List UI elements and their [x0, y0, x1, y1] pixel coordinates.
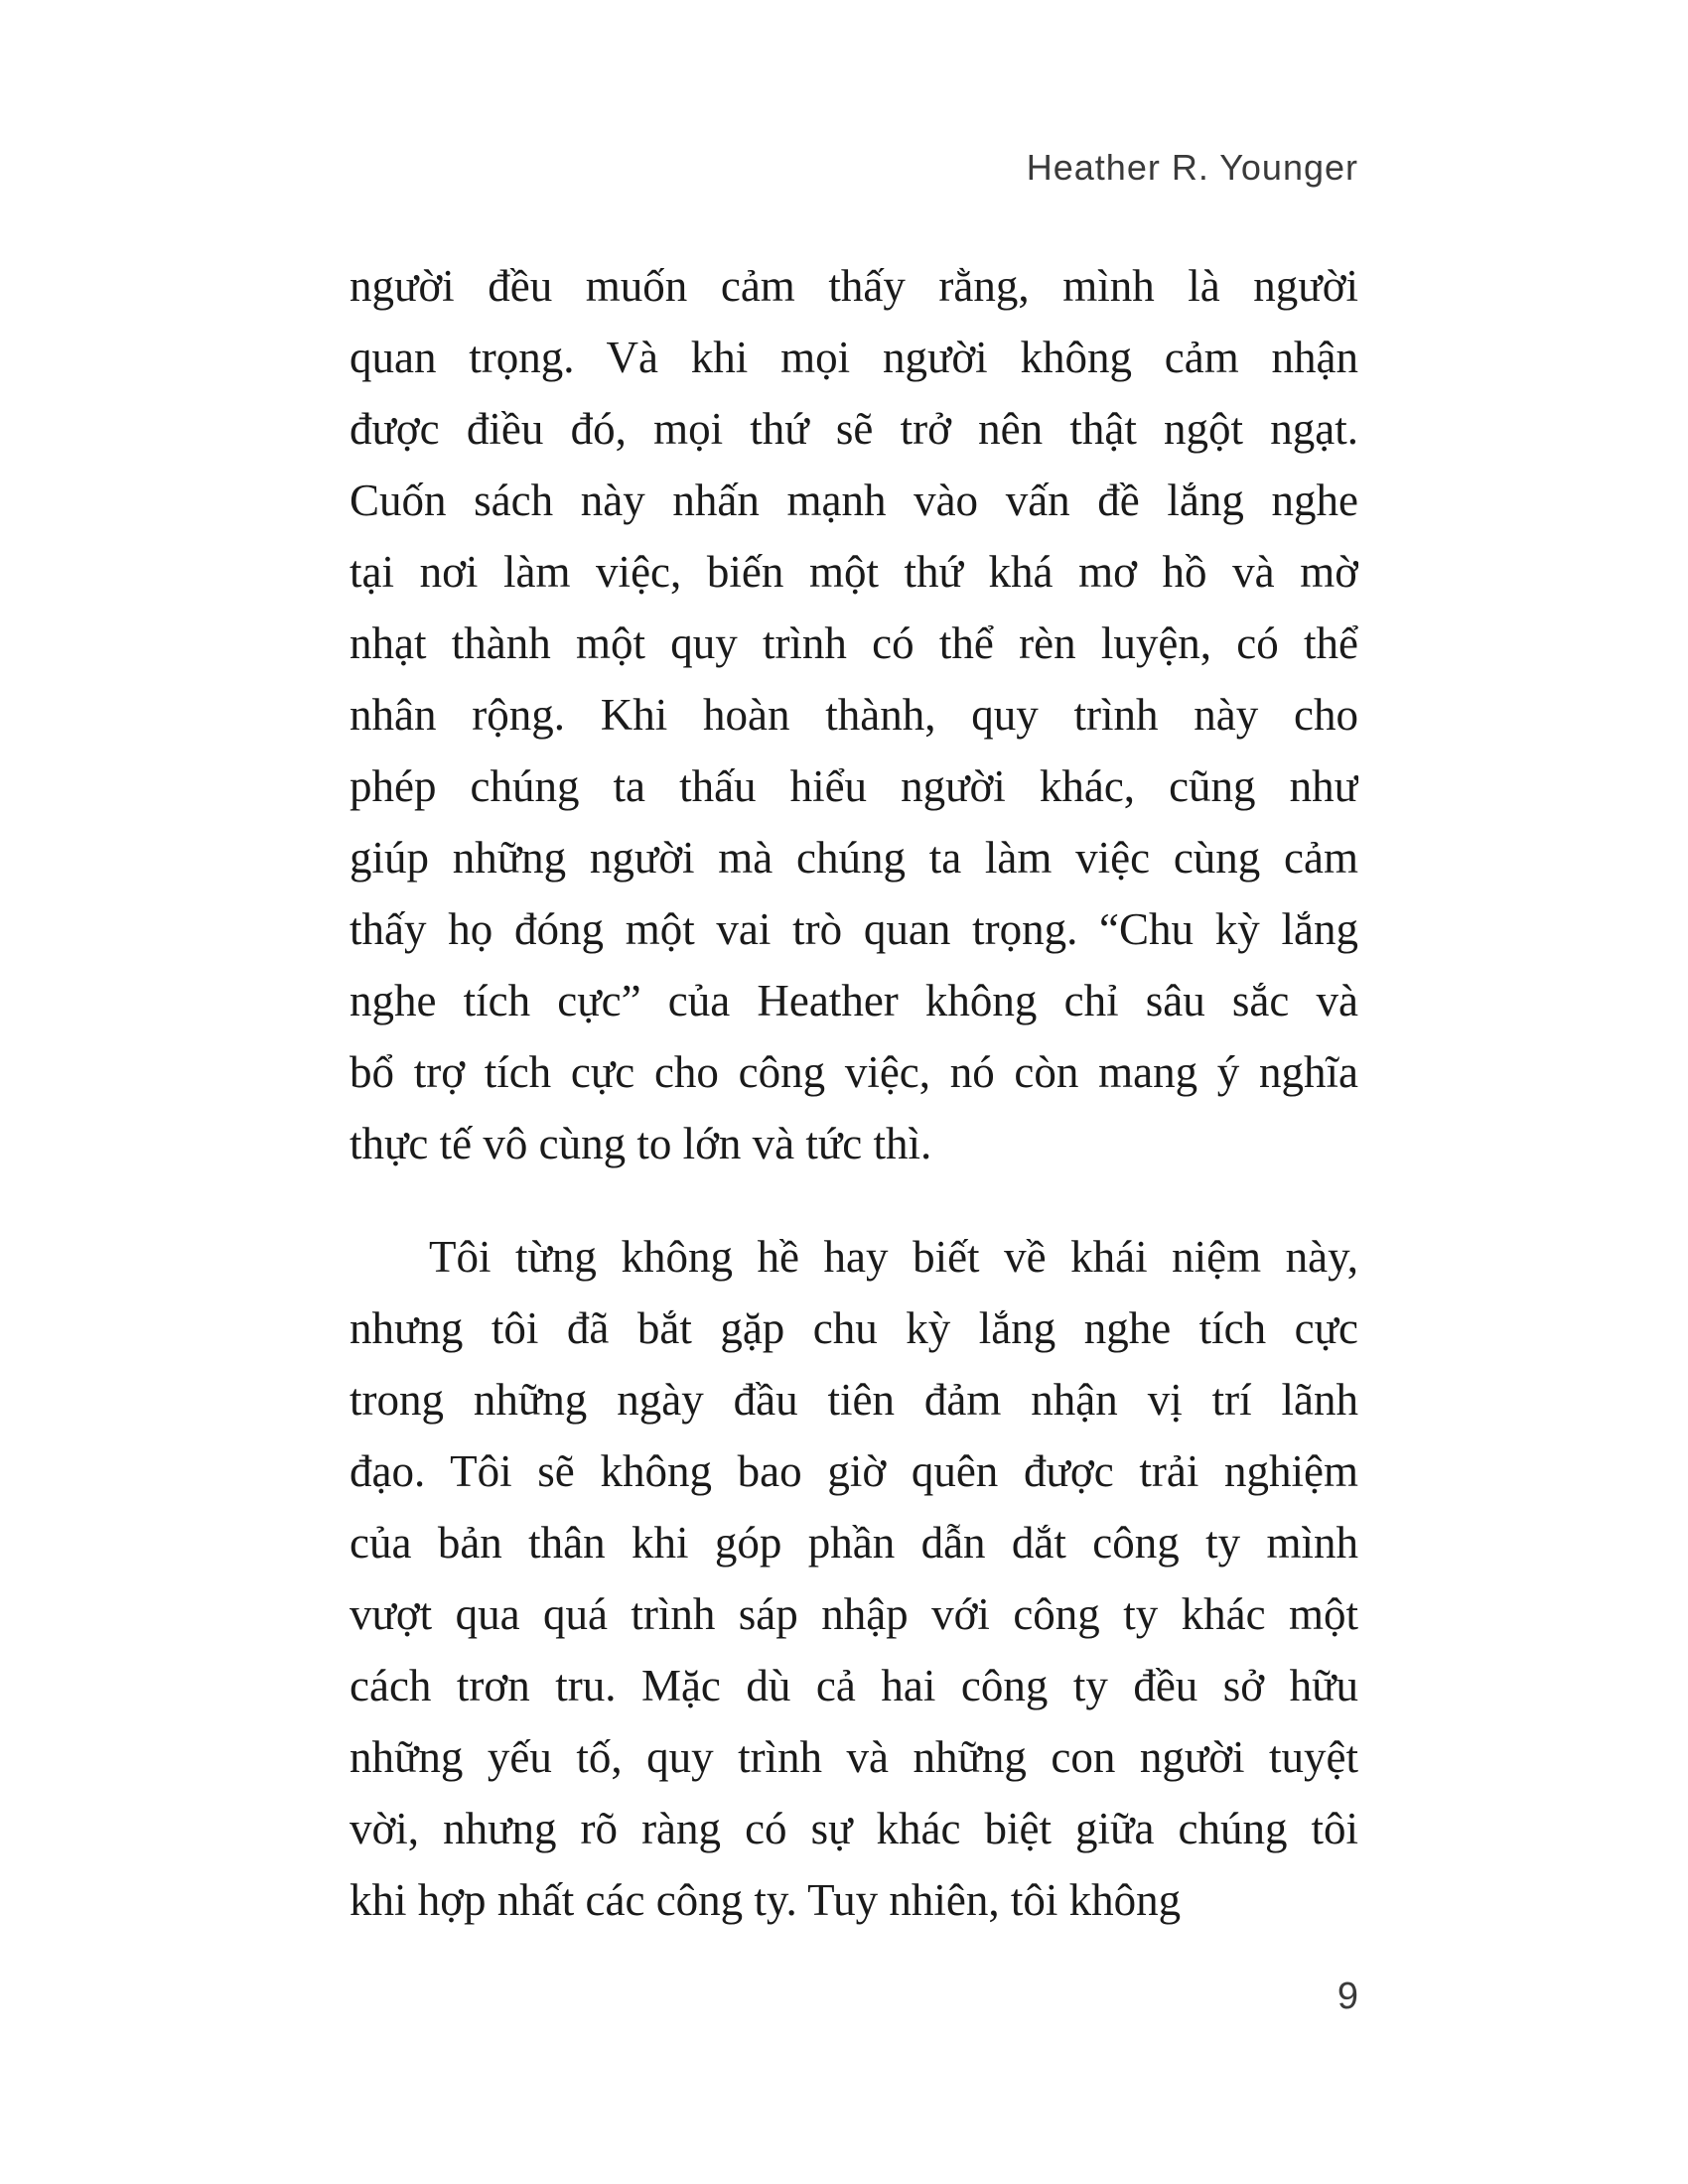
text-line: thấy họ đóng một vai trò quan trọng. “Chu kỳ lắng [350, 904, 1358, 954]
text-line: giúp những người mà chúng ta làm việc cùng cảm [350, 833, 1358, 883]
text-line: phép chúng ta thấu hiểu người khác, cũng như [350, 761, 1358, 811]
text-line: vời, nhưng rõ ràng có sự khác biệt giữa chúng tôi [350, 1804, 1358, 1853]
text-line: đạo. Tôi sẽ không bao giờ quên được trải nghiệm [350, 1446, 1358, 1496]
text-line: được điều đó, mọi thứ sẽ trở nên thật ngột ngạt. [350, 404, 1358, 454]
text-line: khi hợp nhất các công ty. Tuy nhiên, tôi không [350, 1875, 1182, 1925]
body-text-block [350, 250, 1358, 1936]
text-line: Cuốn sách này nhấn mạnh vào vấn đề lắng nghe [350, 476, 1358, 525]
text-line: cách trơn tru. Mặc dù cả hai công ty đều sở hữu [350, 1661, 1358, 1710]
text-line: tại nơi làm việc, biến một thứ khá mơ hồ và mờ [350, 547, 1358, 597]
text-line: những yếu tố, quy trình và những con người tuyệt [350, 1732, 1358, 1782]
paragraph [350, 1221, 1358, 1936]
text-line: nghe tích cực” của Heather không chỉ sâu sắc và [350, 976, 1358, 1025]
text-line: trong những ngày đầu tiên đảm nhận vị trí lãnh [350, 1375, 1358, 1425]
text-line: bổ trợ tích cực cho công việc, nó còn mang ý nghĩa [350, 1047, 1358, 1097]
text-line: người đều muốn cảm thấy rằng, mình là người [350, 261, 1358, 311]
text-line: thực tế vô cùng to lớn và tức thì. [350, 1119, 932, 1168]
running-header-author: Heather R. Younger [1026, 147, 1358, 188]
text-line: Tôi từng không hề hay biết về khái niệm này, [429, 1232, 1358, 1282]
text-line: nhạt thành một quy trình có thể rèn luyện, có thể [350, 618, 1358, 668]
text-line: của bản thân khi góp phần dẫn dắt công ty mình [350, 1518, 1358, 1568]
text-line: nhân rộng. Khi hoàn thành, quy trình này cho [350, 690, 1358, 740]
paragraph [350, 250, 1358, 1179]
page-number: 9 [1336, 1976, 1358, 2017]
text-line: nhưng tôi đã bắt gặp chu kỳ lắng nghe tích cực [350, 1303, 1358, 1353]
text-line: quan trọng. Và khi mọi người không cảm nhận [350, 333, 1358, 382]
text-line: vượt qua quá trình sáp nhập với công ty khác một [350, 1589, 1358, 1639]
